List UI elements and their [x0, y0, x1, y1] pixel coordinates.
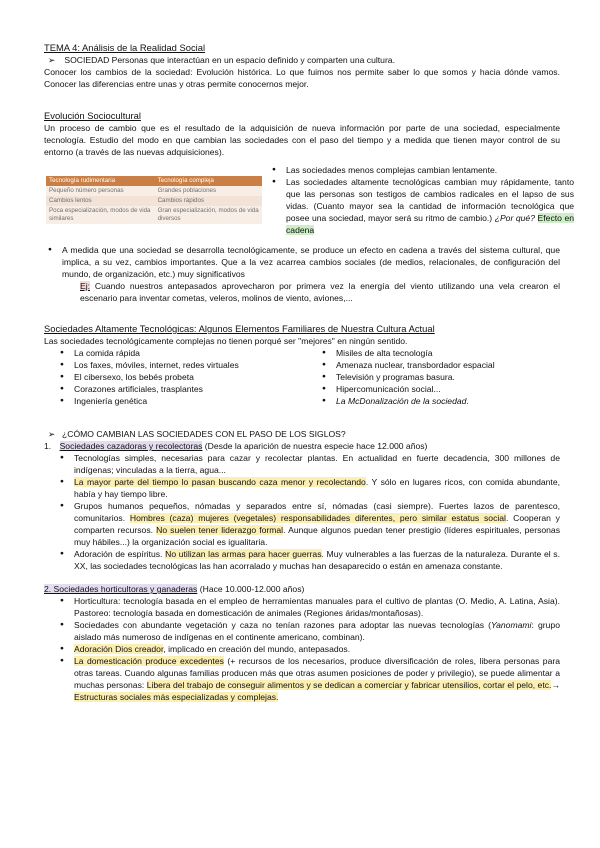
altamente-section: [44, 323, 560, 407]
table-cell: Gran especialización, modos de vida diversos: [155, 206, 262, 224]
list-item: [56, 548, 560, 572]
evolucion-section: [44, 110, 560, 158]
table-cell: Pequeño número personas: [46, 186, 155, 196]
period-text: .: [466, 396, 469, 406]
bullet-text: A medida que una sociedad se desarrolla tecnológicamente, se produce un efecto en cadena a través del sistema cultural, que implica, a su vez, cambios importantes. Que a la vez acarrea cambios sociales (de medios, relacionales, de configuración del mundo, de organización, etc.) muy significativos: [62, 245, 560, 279]
efecto-highlight: Efecto en cadena: [286, 213, 575, 235]
section-number: 1.: [44, 441, 52, 451]
evolucion-title: Evolución Sociocultural: [44, 110, 141, 121]
left-list: [56, 347, 298, 407]
list-item: ● Televisión y programas basura.: [318, 371, 560, 383]
list-item: ● Ingeniería genética: [56, 395, 298, 407]
highlight-text: Libera del trabajo de conseguir alimentos y se dedican a comerciar y fabricar utensilios, cortar el pelo, etc.: [146, 680, 552, 690]
section-1-list: [56, 452, 560, 572]
evolucion-right-bullets: [268, 164, 574, 236]
list-item: ● Misiles de alta tecnología: [318, 347, 560, 359]
bullet-text: . Aunque algunos puedan tener prestigio (líderes espirituales, personas muy hábiles...) la organización social es igualitaria.: [74, 525, 561, 547]
section-1-date: (Desde la aparición de nuestra especie hace 12.000 años): [202, 441, 428, 451]
list-item: [44, 244, 560, 304]
list-item: [318, 395, 560, 407]
section-2-list: [56, 595, 560, 703]
example-text: Cuando nuestros antepasados aprovecharon por primera vez la energía del viento utilizando una vela crearon el escenario para inventar cometas, veleros, molinos de viento, aviones,...: [80, 281, 560, 303]
bullet-text: Adoración de espíritus.: [74, 549, 166, 559]
arrow-bullet-icon: ➢: [48, 55, 56, 65]
list-item: [56, 500, 560, 548]
heading-text: ¿CÓMO CAMBIAN LAS SOCIEDADES CON EL PASO DE LOS SIGLOS?: [62, 429, 346, 439]
list-item: ● Amenaza nuclear, transbordador espacial: [318, 359, 560, 371]
list-item: ● Los faxes, móviles, internet, redes virtuales: [56, 359, 298, 371]
table-cell: Cambios rápidos: [155, 196, 262, 206]
list-item: [56, 655, 560, 703]
highlight-text: Adoración Dios creador: [74, 644, 164, 654]
altamente-columns: [56, 347, 560, 407]
list-item: [56, 619, 560, 643]
list-item: ● Horticultura: tecnología basada en el empleo de herramientas manuales para el cultivo de plantas (O. Medio, A. Latina, Asia). Pastoreo: tecnología basada en domesticación de animales (Regiones áridas/montañosas).: [56, 595, 560, 619]
altamente-title: Sociedades Altamente Tecnológicas: Algunos Elementos Familiares de Nuestra Cultura Actual: [44, 323, 435, 334]
list-item: ● Hipercomunicación social...: [318, 383, 560, 395]
example-label: Ej:: [80, 281, 91, 291]
section-2-heading: [44, 583, 560, 595]
bullet-text: . Cooperan y comparten recursos.: [74, 513, 560, 535]
intro-paragraph: Conocer los cambios de la sociedad: Evolución histórica. Lo que fuimos nos permite saber lo que somos y hacia dónde vamos. Conocer las diferencias entre unas y otras permite conocernos mejor.: [44, 67, 560, 89]
bullet-text: . Muy vulnerables a las fuerzas de la naturaleza. Durante el s. XX, las sociedades tecnológicas las han acorralado y muchas han desaparecido o están en amenaza constante.: [74, 549, 560, 571]
cambian-section: [44, 428, 560, 703]
table-header: Tecnología rudimentaria: [46, 176, 155, 186]
list-item: [56, 643, 560, 655]
sociedad-text: Personas que interactúan en un espacio definido y comparten una cultura.: [109, 55, 395, 65]
sociedad-term: SOCIEDAD: [64, 55, 110, 65]
highlight-text: Estructuras sociales más especializadas y complejas.: [74, 692, 279, 702]
list-item: [268, 176, 574, 236]
list-item: ● La comida rápida: [56, 347, 298, 359]
cambian-heading: [44, 428, 560, 440]
table-row: [46, 206, 262, 224]
intro-section: [44, 42, 560, 90]
list-item: ● Las sociedades menos complejas cambian lentamente.: [268, 164, 574, 176]
highlight-text: No utilizan las armas para hacer guerras: [165, 549, 322, 559]
example-paragraph: [80, 280, 560, 304]
section-1-heading: [44, 440, 560, 452]
bullet-text: . Y sólo en lugares ricos, con comida abundante, había y hay tiempo libre.: [74, 477, 560, 499]
sociedad-definition: [44, 54, 560, 66]
table-row: [46, 186, 262, 196]
page-title: TEMA 4: Análisis de la Realidad Social: [44, 42, 206, 53]
list-item: ● El cibersexo, los bebés probeta: [56, 371, 298, 383]
bullet-text: : grupo aislado más numeroso de indígenas en el continente americano, combinan).: [74, 620, 560, 642]
list-item: [56, 476, 560, 500]
highlight-text: Hombres (caza) mujeres (vegetales) responsabilidades diferentes, pero similar estatus social: [129, 513, 506, 523]
evolucion-paragraph: Un proceso de cambio que es el resultado de la adquisición de nueva información por parte de una sociedad, especialmente tecnología. Estudio del modo en que cambian las sociedades con el paso del tiempo y a medida que tienen mayor control de su entorno (a través de las nuevas adquisiciones).: [44, 123, 560, 157]
technology-comparison-table: [46, 176, 262, 224]
efecto-cadena-block: [44, 244, 560, 304]
right-list: [318, 347, 560, 407]
section-1-title: Sociedades cazadoras y recolectoras: [59, 441, 203, 451]
arrow-icon: →: [551, 680, 560, 690]
highlight-text: No suelen tener liderazgo formal: [156, 525, 284, 535]
altamente-intro: Las sociedades tecnológicamente complejas no tienen porqué ser "mejores" en ningún sentido.: [44, 336, 408, 346]
bullet-text: Las sociedades altamente tecnológicas cambian muy rápidamente, tanto que las personas son testigos de cambios radicales en el lapso de sus vidas. (Cuanto mayor sea la cantidad de información tecnológica que posee una sociedad, mayor será su ritmo de cambio.): [286, 177, 574, 223]
list-item: ● Tecnologías simples, necesarias para cazar y recolectar plantas. En actualidad en fuerte decadencia, 300 millones de indígenas; vinculadas a la tierra, agua...: [56, 452, 560, 476]
table-cell: Grandes poblaciones: [155, 186, 262, 196]
bullet-text: Sociedades con abundante vegetación y caza no tenían razones para adoptar las nuevas tecnologías (: [74, 620, 492, 630]
arrow-bullet-icon: ➢: [48, 429, 56, 439]
bullet-text: (+ recursos de los necesarios, produce diversificación de roles, libera personas para otras tareas. Cuando algunas familias producen más que otras asumen posiciones de poder y privilegio), se puede alimentar a muchas personas:: [74, 656, 560, 690]
table-header: Tecnología compleja: [155, 176, 262, 186]
highlight-text: La mayor parte del tiempo lo pasan buscando caza menor y recolectando: [74, 477, 366, 487]
table-cell: Poca especialización, modos de vida similares: [46, 206, 155, 224]
list-item: ● Corazones artificiales, trasplantes: [56, 383, 298, 395]
table-cell: Cambios lentos: [46, 196, 155, 206]
bullet-text: , implicado en creación del mundo, antepasados.: [163, 644, 351, 654]
table-row: [46, 196, 262, 206]
mcdonalizacion-text: La McDonalización de la sociedad: [336, 396, 467, 406]
highlight-text: La domesticación produce excedentes: [74, 656, 224, 666]
section-2-date: (Hace 10.000-12.000 años): [197, 584, 305, 594]
bullet-text: Grupos humanos pequeños, nómadas y separados entre sí, nómadas (casi siempre). Fuertes lazos de parentesco, comunitarios.: [74, 501, 560, 523]
yanomami-text: Yanomami: [491, 620, 532, 630]
section-2-title: 2. Sociedades horticultoras y ganaderas: [44, 584, 198, 594]
porque-text: ¿Por qué?: [494, 213, 535, 223]
